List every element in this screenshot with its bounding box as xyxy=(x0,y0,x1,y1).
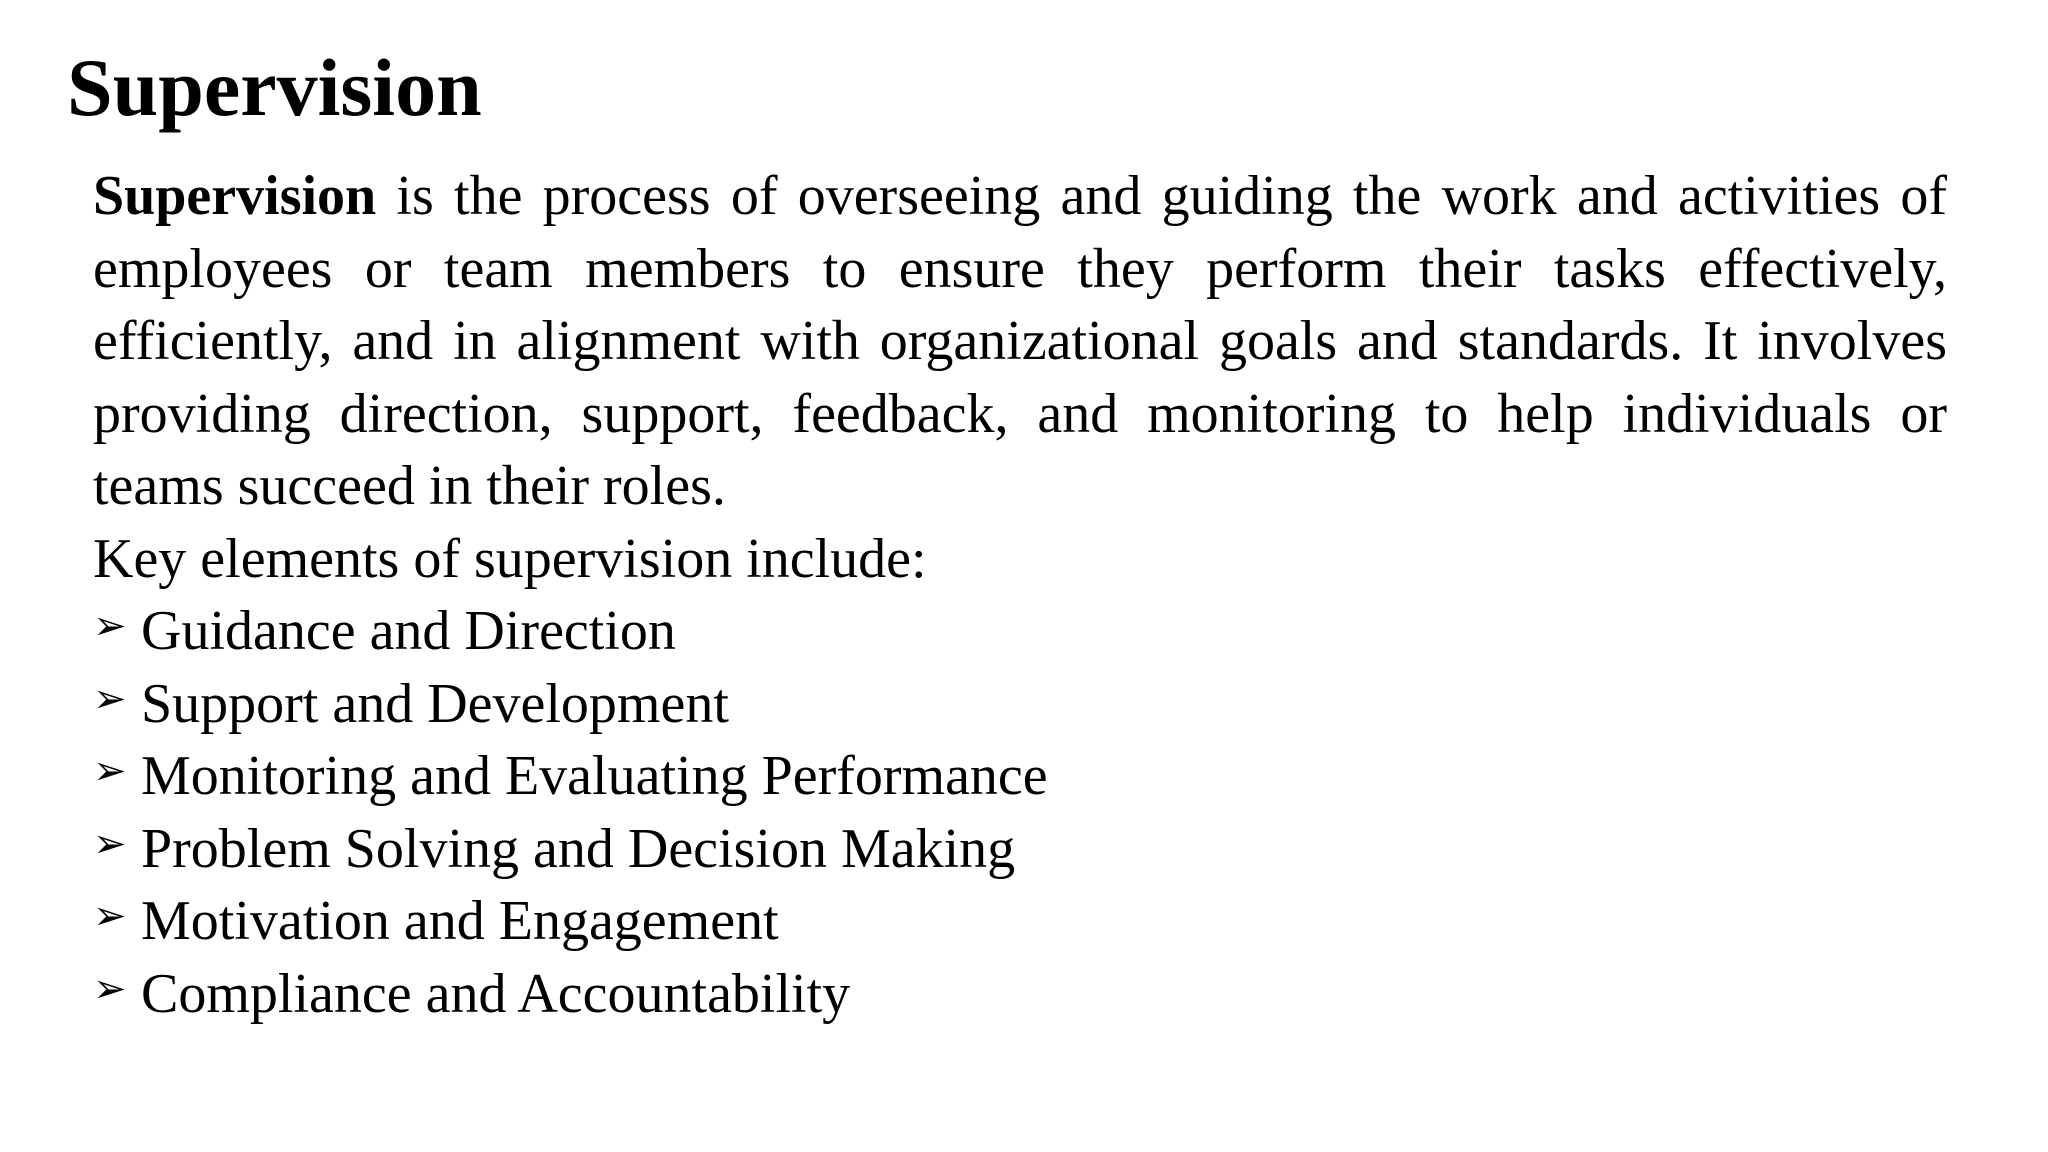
definition-paragraph xyxy=(93,160,1947,523)
slide-title: Supervision xyxy=(67,42,482,133)
list-item-label: Problem Solving and Decision Making xyxy=(141,817,1016,880)
list-item-label: Support and Development xyxy=(141,672,729,735)
list-item-label: Compliance and Accountability xyxy=(141,962,851,1025)
arrow-bullet-icon: ➢ xyxy=(93,603,127,649)
list-item xyxy=(93,595,1947,668)
slide-body xyxy=(93,160,1947,1030)
definition-term: Supervision xyxy=(93,165,377,227)
list-item-label: Guidance and Direction xyxy=(141,600,676,662)
list-item-label: Monitoring and Evaluating Performance xyxy=(141,745,1048,807)
list-item xyxy=(93,958,1947,1031)
list-item-label: Motivation and Engagement xyxy=(141,890,779,952)
key-elements-intro: Key elements of supervision include: xyxy=(93,527,927,590)
arrow-bullet-icon: ➢ xyxy=(93,965,127,1012)
list-item xyxy=(93,668,1947,741)
key-elements-list xyxy=(93,595,1947,1030)
arrow-bullet-icon: ➢ xyxy=(93,820,127,867)
arrow-bullet-icon: ➢ xyxy=(93,893,127,939)
list-item xyxy=(93,740,1947,813)
arrow-bullet-icon: ➢ xyxy=(93,675,127,722)
definition-text: is the process of overseeing and guiding the work and activities of employees or team members to ensure they perform their tasks effectively, efficiently, and in alignment with organizational goals and standards. It involves providing direction, support, feedback, and monitoring to help individuals or teams succeed in their roles. xyxy=(93,165,1947,517)
list-item xyxy=(93,885,1947,958)
arrow-bullet-icon: ➢ xyxy=(93,748,127,794)
list-item xyxy=(93,813,1947,886)
